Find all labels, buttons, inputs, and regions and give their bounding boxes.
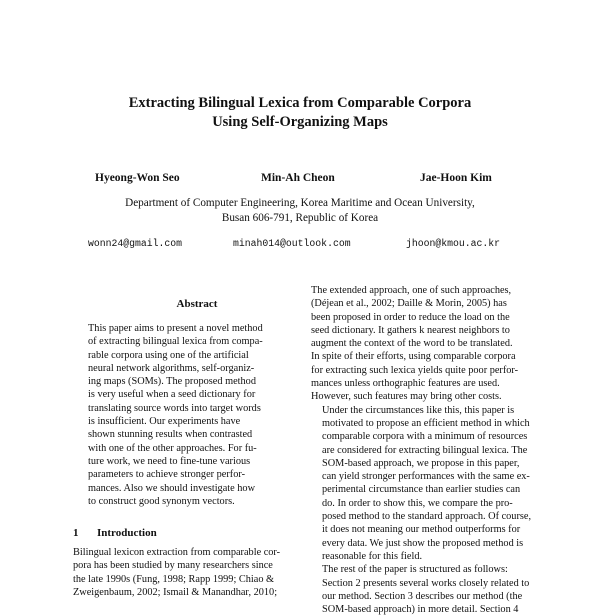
- abstract-line: of extracting bilingual lexica from compa-: [88, 336, 263, 348]
- title-line-2: Using Self-Organizing Maps: [212, 114, 388, 130]
- abstract-line: ing maps (SOMs). The proposed method: [88, 376, 256, 388]
- right-line: The rest of the paper is structured as follows:: [322, 564, 508, 576]
- abstract-line: mances. Also we should investigate how: [88, 482, 256, 494]
- right-line: every data. We just show the proposed method is: [322, 537, 524, 549]
- abstract-line: translating source words into target words: [88, 402, 261, 414]
- right-line: perimental circumstance than earlier studies can: [322, 484, 521, 496]
- right-line: In spite of their efforts, using comparable corpora: [311, 351, 516, 363]
- right-line: for extracting such lexica yields quite poor perfor-: [311, 364, 519, 376]
- abstract-line: rable corpora using one of the artificial: [88, 349, 249, 361]
- right-column: [311, 284, 533, 616]
- intro-line: the late 1990s (Fung, 1998; Rapp 1999; Chiao &: [73, 573, 275, 585]
- right-line: do. In order to show this, we compare the pro-: [322, 497, 513, 509]
- abstract-line: This paper aims to present a novel method: [88, 323, 263, 334]
- email-1: wonn24@gmail.com: [88, 238, 183, 249]
- right-line: mances unless orthographic features are used.: [311, 378, 500, 390]
- email-2: minah014@outlook.com: [233, 238, 351, 249]
- section-1-title: Introduction: [97, 527, 157, 539]
- abstract-line: is very useful when a seed dictionary for: [88, 389, 256, 401]
- abstract-line: ture work, we need to fine-tune various: [88, 455, 251, 467]
- affiliation-line-1: Department of Computer Engineering, Korea Maritime and Ocean University,: [125, 197, 475, 209]
- email-3: jhoon@kmou.ac.kr: [406, 238, 501, 249]
- section-1-number: 1: [73, 527, 79, 539]
- abstract-line: with one of the other approaches. For fu-: [88, 442, 257, 454]
- paper-title: [60, 94, 540, 132]
- author-2: Min-Ah Cheon: [261, 172, 335, 184]
- section-1-heading: [73, 527, 157, 539]
- right-line: it does not meaning our method outperforms for: [322, 524, 521, 536]
- right-line: Under the circumstances like this, this paper is: [322, 404, 515, 416]
- introduction-body: [73, 546, 293, 599]
- right-paragraph-3: [311, 563, 533, 616]
- title-line-1: Extracting Bilingual Lexica from Comparable Corpora: [128, 95, 472, 111]
- right-line: The extended approach, one of such approaches,: [311, 285, 512, 296]
- right-line: SOM-based approach, we propose in this paper,: [322, 457, 520, 469]
- right-line: posed method to the standard approach. Of course,: [322, 511, 532, 523]
- intro-line: Zweigenbaum, 2002; Ismail & Manandhar, 2010;: [73, 586, 278, 598]
- abstract-line: shown stunning results when contrasted: [88, 429, 253, 441]
- right-line: reasonable for this field.: [322, 550, 423, 562]
- right-line: However, such features may bring other costs.: [311, 391, 502, 403]
- affiliation-line-2: Busan 606-791, Republic of Korea: [221, 212, 379, 224]
- intro-line: pora has been studied by many researchers since: [73, 560, 273, 572]
- right-paragraph-2: [311, 404, 533, 564]
- intro-line: Bilingual lexicon extraction from comparable cor-: [73, 547, 281, 558]
- right-line: SOM-based approach) in more detail. Section 4: [322, 604, 519, 616]
- author-1: Hyeong-Won Seo: [95, 172, 180, 184]
- abstract-heading: Abstract: [176, 298, 218, 310]
- right-line: can yield stronger performances with the same ex-: [322, 471, 530, 483]
- right-line: been proposed in order to reduce the load on the: [311, 311, 510, 323]
- abstract-line: parameters to achieve stronger perfor-: [88, 469, 246, 481]
- abstract-line: is insufficient. Our experiments have: [88, 416, 241, 428]
- right-line: (Déjean et al., 2002; Daille & Morin, 2005) has: [311, 298, 507, 310]
- author-3: Jae-Hoon Kim: [420, 172, 492, 184]
- affiliation: [80, 196, 520, 226]
- right-line: augment the context of the word to be translated.: [311, 338, 513, 350]
- right-line: Section 2 presents several works closely related to: [322, 577, 530, 589]
- right-line: our method. Section 3 describes our method (the: [322, 590, 523, 602]
- right-line: comparable corpora with a minimum of resources: [322, 431, 528, 443]
- right-paragraph-1: [311, 284, 533, 404]
- right-line: are considered for extracting bilingual lexica. The: [322, 444, 528, 456]
- abstract-line: neural network algorithms, self-organiz-: [88, 362, 255, 374]
- abstract-body: [88, 322, 306, 508]
- right-line: motivated to propose an efficient method in which: [322, 417, 530, 429]
- right-line: seed dictionary. It gathers k nearest neighbors to: [311, 324, 510, 336]
- abstract-line: to construct good synonym vectors.: [88, 495, 235, 507]
